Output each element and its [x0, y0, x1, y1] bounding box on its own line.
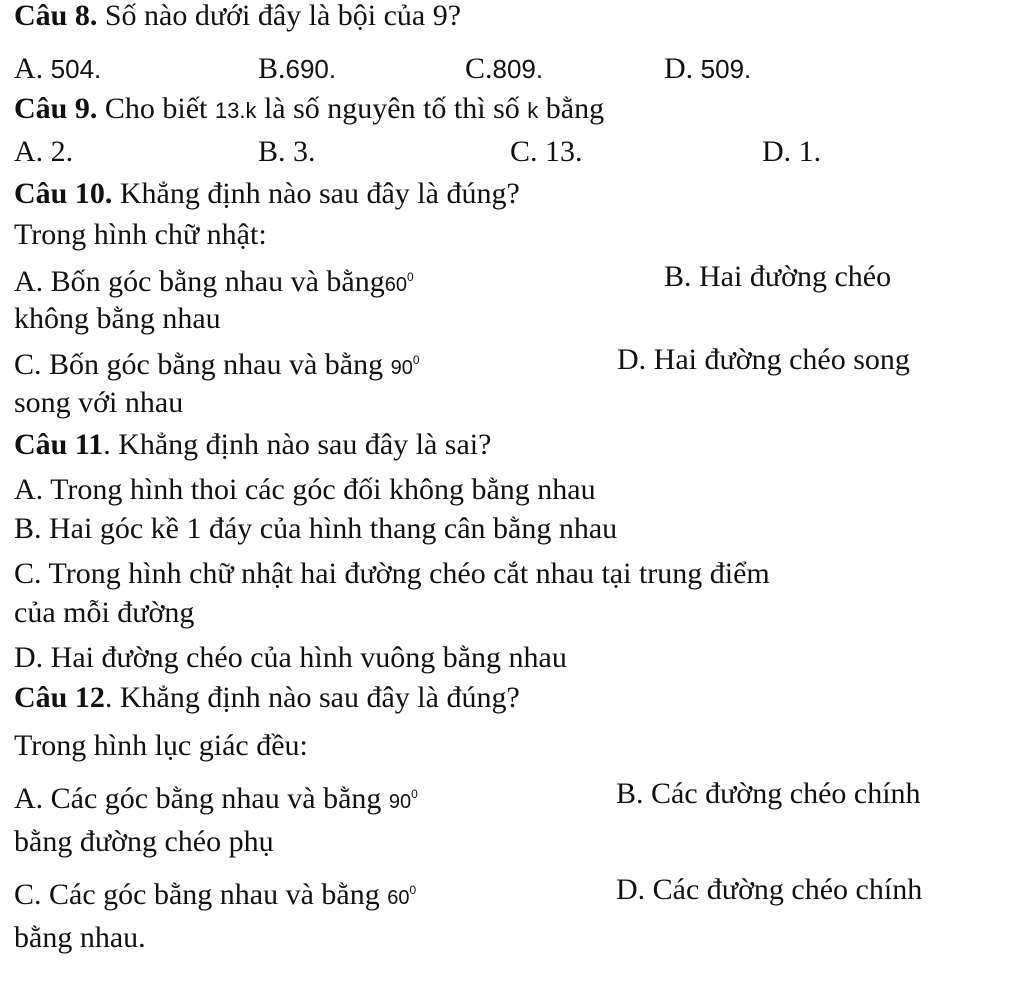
q10-option-a: [14, 259, 414, 303]
q10-a-degree-sup: 0: [407, 270, 414, 284]
q12-c-degree-value: 60: [387, 887, 410, 909]
q8-b-value: 690.: [285, 54, 337, 84]
q10-c-degree-sup: 0: [412, 353, 420, 367]
q12-a-text: A. Các góc bằng nhau và bằng: [14, 782, 389, 815]
q12-option-c: [14, 872, 416, 916]
q9-option-a: A. 2.: [14, 135, 74, 168]
q11-option-a: A. Trong hình thoi các góc đối không bằng nhau: [14, 473, 596, 506]
q8-a-prefix: A.: [14, 52, 51, 85]
q10-title: [14, 176, 520, 212]
q8-b-prefix: B.: [258, 52, 286, 85]
q9-option-b: B. 3.: [258, 135, 316, 168]
q10-option-b: B. Hai đường chéo: [664, 260, 892, 293]
q8-title: [14, 0, 461, 34]
q12-option-d-cont: bằng nhau.: [14, 921, 146, 954]
q12-question: . Khẳng định nào sau đây là đúng?: [104, 681, 520, 714]
q12-option-a: [14, 776, 418, 820]
q8-c-value: 809.: [492, 54, 544, 84]
q11-title: [14, 427, 491, 463]
q11-label: Câu 11: [14, 428, 104, 461]
q9-variable: k: [527, 98, 539, 123]
q10-option-b-cont: không bằng nhau: [14, 302, 221, 335]
q9-title: [14, 91, 604, 129]
q9-text-before: Cho biết: [97, 92, 215, 125]
q10-option-d-cont: song với nhau: [14, 386, 184, 419]
q12-c-degree: [387, 883, 417, 909]
q12-option-b: B. Các đường chéo chính: [616, 777, 921, 810]
q12-title: [14, 680, 520, 716]
q9-label: Câu 9.: [14, 92, 98, 125]
q10-question: Khẳng định nào sau đây là đúng?: [112, 177, 520, 210]
q10-c-degree-value: 90: [390, 357, 413, 379]
q11-option-c-cont: của mỗi đường: [14, 596, 195, 629]
q8-option-b: [258, 51, 336, 87]
q10-a-text: A. Bốn góc bằng nhau và bằng: [14, 265, 385, 298]
q12-a-degree-sup: 0: [411, 787, 418, 801]
q11-option-c: C. Trong hình chữ nhật hai đường chéo cắt nhau tại trung điểm: [14, 557, 770, 590]
q8-d-prefix: D.: [664, 52, 701, 85]
q9-option-d: D. 1.: [762, 135, 822, 168]
q8-option-c: [465, 51, 543, 87]
q8-d-value: 509.: [700, 54, 752, 84]
q11-question: . Khẳng định nào sau đây là sai?: [103, 428, 492, 461]
q10-c-text: C. Bốn góc bằng nhau và bằng: [14, 348, 391, 381]
q12-c-degree-sup: 0: [409, 883, 417, 897]
q9-expression: 13.k: [214, 98, 257, 123]
q8-option-a: [14, 51, 101, 87]
q10-option-d: D. Hai đường chéo song: [617, 343, 910, 376]
q10-a-degree-value: 60: [384, 274, 408, 296]
q12-label: Câu 12: [14, 681, 105, 714]
q12-option-b-cont: bằng đường chéo phụ: [14, 825, 274, 858]
q12-c-text: C. Các góc bằng nhau và bằng: [14, 878, 388, 911]
q10-label: Câu 10.: [14, 177, 113, 210]
q10-a-degree: [384, 270, 414, 296]
q11-option-d: D. Hai đường chéo của hình vuông bằng nhau: [14, 641, 567, 674]
q9-text-mid: là số nguyên tố thì số: [256, 92, 528, 125]
q11-option-b: B. Hai góc kề 1 đáy của hình thang cân bằng nhau: [14, 512, 618, 545]
q8-option-d: [664, 51, 751, 87]
q8-c-prefix: C.: [465, 52, 493, 85]
q8-label: Câu 8.: [14, 0, 98, 32]
q10-c-degree: [390, 353, 420, 379]
q8-a-value: 504.: [50, 54, 102, 84]
q12-a-degree: [388, 787, 418, 813]
q10-option-c: [14, 342, 420, 386]
q12-a-degree-value: 90: [388, 791, 412, 813]
q9-option-c: C. 13.: [510, 135, 583, 168]
q8-question: Số nào dưới đây là bội của 9?: [97, 0, 462, 32]
q12-intro: Trong hình lục giác đều:: [14, 729, 308, 762]
q9-text-after: bằng: [538, 92, 605, 125]
q12-option-d: D. Các đường chéo chính: [616, 873, 923, 906]
q10-intro: Trong hình chữ nhật:: [14, 218, 267, 251]
